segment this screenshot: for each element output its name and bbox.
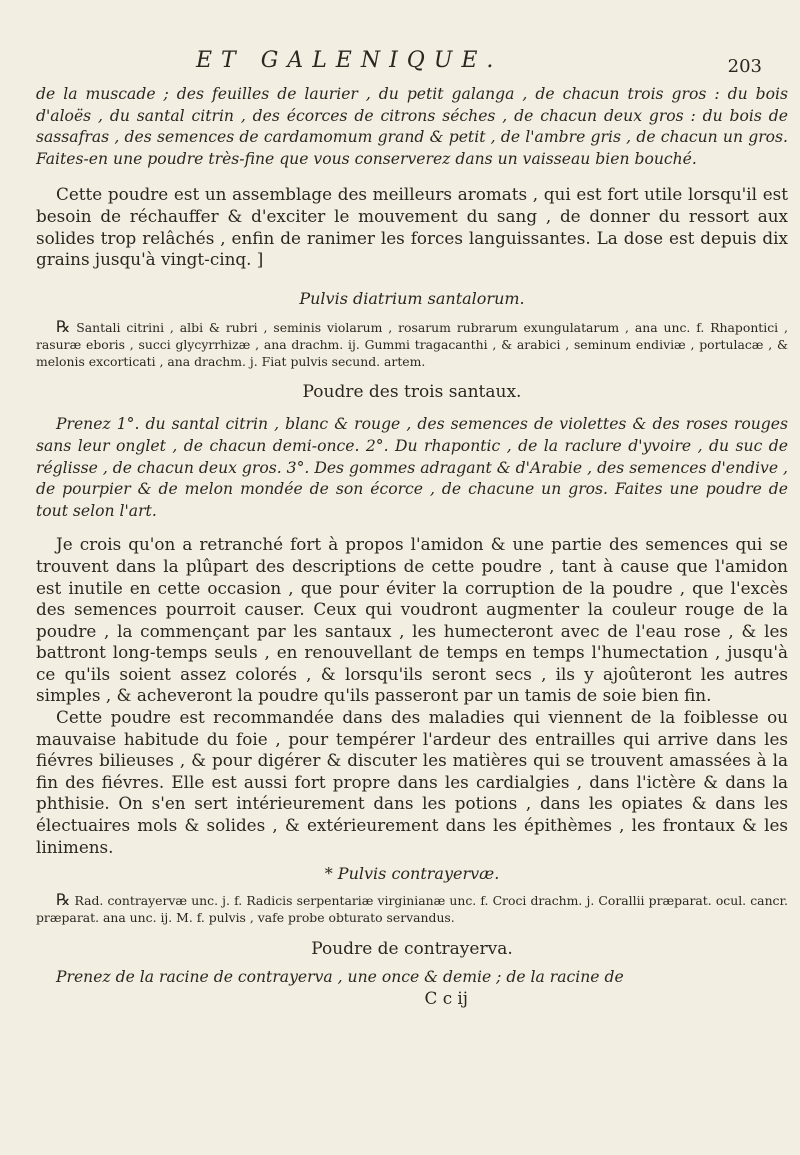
recipe-symbol: ℞ (56, 890, 71, 910)
french-recipe: Prenez de la racine de contrayerva , une once & demie ; de la racine de (56, 967, 624, 986)
page-number: 203 (727, 56, 762, 77)
signature-mark: C c ij (424, 988, 468, 1009)
running-head-title: ET GALENIQUE. (196, 48, 503, 73)
commentary-paragraph: Cette poudre est un assemblage des meilleurs aromats , qui est fort utile lorsqu'il est besoin de réchauffer & d'exciter le mouvement du sang , de donner du ressort aux solides trop relâchés , enfin de ranimer les forces languissantes. La dose est depuis dix grains jusqu'à vingt-cinq. ] (36, 184, 788, 270)
french-recipe: Prenez 1°. du santal citrin , blanc & rouge , des semences de violettes & des roses rouges sans leur onglet , de chacun demi-once. 2°. Du rhapontic , de la raclure d'yvoire , du suc de réglisse , de chacun deux gros. 3°. Des gommes adragant & d'Arabie , des semences d'endive , de pourpier & de melon mondée de son écorce , de chacune un gros. Faites une poudre de tout selon l'art. (36, 415, 788, 520)
latin-heading: Pulvis diatrium santalorum. (299, 288, 525, 308)
latin-heading: * Pulvis contrayervæ. (324, 864, 500, 884)
latin-recipe (36, 891, 788, 926)
latin-recipe (36, 318, 788, 371)
french-heading: Poudre de contrayerva. (311, 938, 513, 959)
recipe-symbol: ℞ (56, 316, 71, 336)
latin-recipe-text: Rad. contrayervæ unc. j. f. Radicis serpentariæ virginianæ unc. f. Croci drachm. j. Corallii præparat. ocul. cancr. præparat. ana unc. ij. M. f. pulvis , vafe probe obturato servandus. (36, 893, 788, 926)
running-head (0, 44, 800, 84)
commentary-paragraph: Je crois qu'on a retranché fort à propos l'amidon & une partie des semences qui se trouvent dans la plûpart des descriptions de cette poudre , tant à cause que l'amidon est inutile en cette occasion , que pour éviter la corruption de la poudre , que l'excès des semences pourroit causer. Ceux qui voudront augmenter la couleur rouge de la poudre , la commençant par les santaux , les humecteront avec de l'eau rose , & les battront long-temps seuls , en renouvellant de temps en temps l'humectation , jusqu'à ce qu'ils soient assez colorés , & lorsqu'ils seront secs , ils y ajoûteront les autres simples , & acheveront la poudre qu'ils passeront par un tamis de soie bien fin. (36, 534, 788, 706)
french-heading: Poudre des trois santaux. (302, 382, 522, 403)
recipe-continuation: de la muscade ; des feuilles de laurier , du petit galanga , de chacun trois gros : du bois d'aloës , du santal citrin , des écorces de citrons séches , de chacun deux gros : du bois de sassafras , des semences de cardamomum grand & petit , de l'ambre gris , de chacun un gros. Faites-en une poudre très-fine que vous conserverez dans un vaisseau bien bouché. (36, 85, 788, 168)
latin-recipe-text: Santali citrini , albi & rubri , seminis violarum , rosarum rubrarum exungulatarum , ana unc. f. Rhapontici , rasuræ eboris , succi glycyrrhizæ , ana drachm. ij. Gummi tragacanthi , & arabici , seminum endiviæ , portulacæ , & melonis excorticati , ana drachm. j. Fiat pulvis secund. artem. (36, 319, 788, 370)
commentary-paragraph: Cette poudre est recommandée dans des maladies qui viennent de la foiblesse ou mauvaise habitude du foie , pour tempérer l'ardeur des entrailles qui arrive dans les fiévres bilieuses , & pour digérer & discuter les matières qui se trouvent amassées à la fin des fiévres. Elle est aussi fort propre dans les cardialgies , dans l'ictère & dans la phthisie. On s'en sert intérieurement dans les potions , dans les opiates & dans les électuaires mols & solides , & extérieurement dans les épithèmes , les frontaux & les linimens. (36, 707, 788, 857)
page-body (36, 84, 788, 1010)
